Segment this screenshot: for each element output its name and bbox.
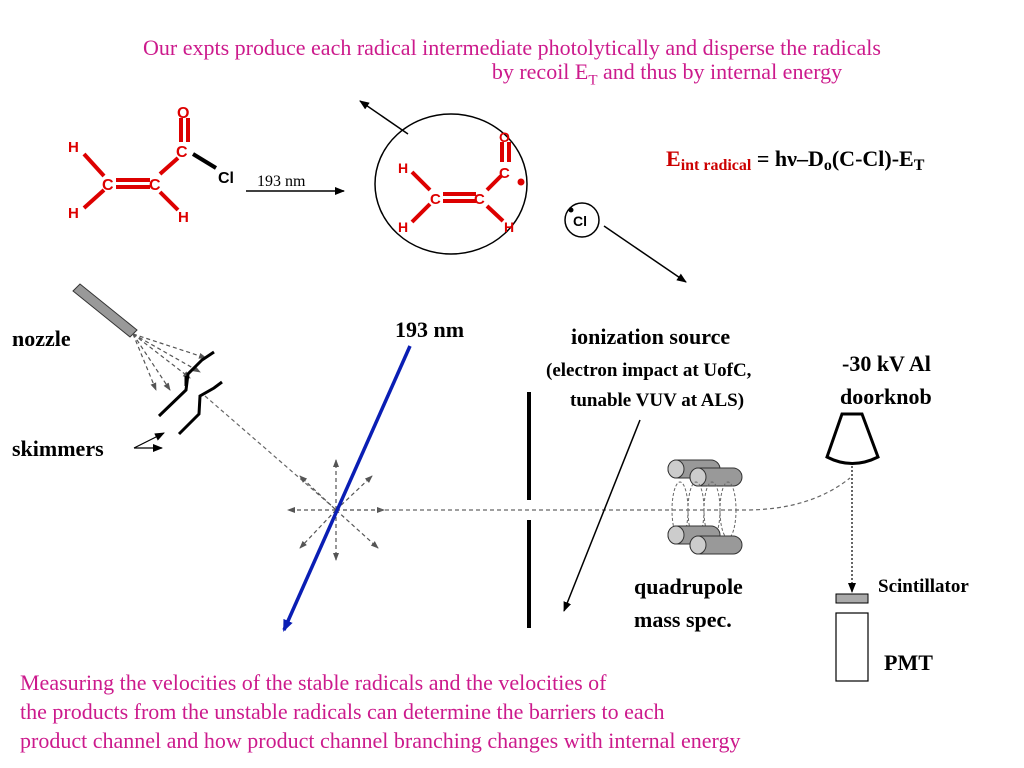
atom-h: H (68, 205, 79, 222)
bottom-caption (20, 668, 740, 755)
nozzle-label: nozzle (12, 326, 71, 351)
atom-c: C (176, 144, 188, 161)
ionization-line2: tunable VUV at ALS) (570, 390, 745, 411)
radical-dot (518, 179, 525, 186)
atom-c: C (499, 165, 510, 182)
ionization-title: ionization source (571, 324, 731, 349)
radical-recoil-arrow (360, 101, 408, 134)
atom-c: C (474, 191, 485, 208)
atom-c: C (430, 191, 441, 208)
skimmer-pointer-arrow (134, 433, 164, 448)
quadrupole-label-line2: mass spec. (634, 607, 732, 632)
quadrupole-label-line1: quadrupole (634, 574, 743, 599)
doorknob-label-line2: doorknob (840, 384, 932, 409)
bottom-caption-line2: the products from the unstable radicals can determine the barriers to each (20, 699, 665, 724)
bottom-caption-line3: product channel and how product channel branching changes with internal energy (20, 728, 741, 753)
skimmers-label: skimmers (12, 436, 104, 461)
atom-cl: Cl (573, 213, 587, 229)
skimmers-shape (159, 352, 222, 434)
energy-equation: $E_{int radical} = h\nu-D_o(C-Cl)-E_T$ (666, 146, 925, 174)
bottom-caption-line1: Measuring the velocities of the stable radicals and the velocities of (20, 670, 607, 695)
acryloyl-radical (375, 114, 527, 254)
atom-h: H (504, 219, 515, 235)
pmt-shape (836, 613, 868, 681)
top-caption-line1: Our expts produce each radical intermediate photolytically and disperse the radicals (143, 35, 881, 60)
chlorine-radical (565, 203, 599, 237)
flight-path (336, 478, 850, 510)
atom-h: H (398, 219, 409, 235)
ionization-line1: (electron impact at UofC, (546, 360, 752, 381)
atom-o: O (177, 105, 190, 122)
photolysis-label: 193 nm (257, 173, 306, 190)
atom-h: H (68, 139, 79, 156)
atom-c: C (149, 177, 161, 194)
chlorine-recoil-arrow (604, 226, 686, 282)
atom-o: O (499, 129, 510, 145)
molecular-beam-spray (133, 334, 206, 390)
scintillator-label: Scintillator (878, 576, 969, 597)
top-caption-line2: by recoil $E_T$ and thus by internal energy (491, 59, 843, 89)
atom-h: H (178, 209, 189, 226)
doorknob-label-line1: -30 kV Al (842, 351, 931, 376)
atom-cl: Cl (218, 170, 234, 187)
nozzle (73, 284, 137, 337)
acryloyl-chloride-molecule (68, 105, 234, 226)
molecular-beam-path (205, 396, 334, 508)
laser-label: 193 nm (395, 317, 465, 342)
pmt-label: PMT (884, 650, 933, 675)
atom-c: C (102, 177, 114, 194)
atom-h: H (398, 160, 409, 176)
doorknob-shape (827, 414, 878, 464)
ionization-pointer-arrow (564, 420, 640, 611)
scintillator-shape (836, 594, 868, 603)
laser-beam (284, 346, 410, 630)
quadrupole-rods (668, 460, 742, 554)
